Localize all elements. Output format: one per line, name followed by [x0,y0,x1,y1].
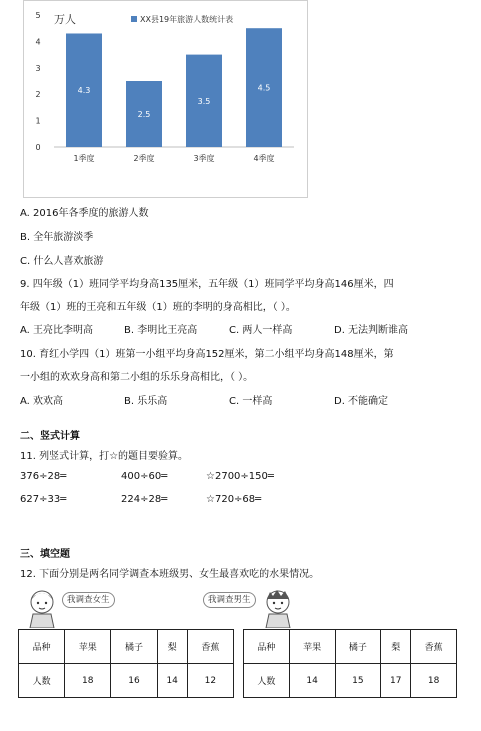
table-cell: 人数 [244,664,290,698]
q8-option-b: B. 全年旅游淡季 [20,232,94,243]
table-cell: 橘子 [335,630,381,664]
section-2-title: 二、竖式计算 [20,431,80,442]
q10-option-c: C. 一样高 [229,396,273,407]
table-row [244,630,457,664]
calc-item: ☆2700÷150═ [206,471,274,482]
calc-item: ☆720÷68═ [206,494,262,505]
table-cell: 香蕉 [187,630,233,664]
calc-item: 627÷33═ [20,494,67,505]
q9-line-2: 年级（1）班的王亮和五年级（1）班的李明的身高相比，（ ）。 [20,302,296,313]
q11-text: 11. 列竖式计算，打☆的题目要验算。 [20,451,189,462]
q10-option-d: D. 不能确定 [334,396,389,407]
y-tick-label: 4 [35,37,41,47]
table-cell: 18 [65,664,111,698]
x-tick-label: 3季度 [193,154,215,163]
chart-ylabel: 万人 [54,13,76,26]
table-cell: 14 [289,664,335,698]
q12-text: 12. 下面分别是两名同学调查本班级男、女生最喜欢吃的水果情况。 [20,569,320,580]
x-tick-label: 2季度 [133,154,155,163]
x-tick-label: 4季度 [253,154,275,163]
chart-title: XX县19年旅游人数统计表 [140,15,234,24]
girl-illustration [22,586,62,628]
bar-data-label: 2.5 [137,110,151,119]
table-row [244,664,457,698]
q10-line-1: 10. 育红小学四（1）班第一小组平均身高152厘米，第二小组平均身高148厘米，第 [20,349,394,360]
q9-line-1: 9. 四年级（1）班同学平均身高135厘米，五年级（1）班同学平均身高146厘米，四 [20,279,394,290]
boy-illustration [258,586,298,628]
calc-item: 400÷60═ [121,471,168,482]
y-tick-label: 2 [35,90,41,100]
boy-speech-bubble: 我调查男生 [203,592,256,608]
bar-chart-svg [24,1,307,197]
table-cell: 14 [157,664,187,698]
y-tick-label: 0 [35,143,41,152]
table-cell: 15 [335,664,381,698]
girl-speech-bubble: 我调查女生 [62,592,115,608]
q9-option-a: A. 王亮比李明高 [20,325,94,336]
table-cell: 17 [381,664,411,698]
q10-line-2: 一小组的欢欢身高和第二小组的乐乐身高相比，（ ）。 [20,372,254,383]
q10-option-b: B. 乐乐高 [124,396,168,407]
table-cell: 香蕉 [411,630,457,664]
table-cell: 18 [411,664,457,698]
q9-option-b: B. 李明比王亮高 [124,325,198,336]
q10-option-a: A. 欢欢高 [20,396,64,407]
bar-chart [23,0,308,198]
table-cell: 梨 [381,630,411,664]
y-tick-label: 1 [35,116,41,126]
girls-fruit-table [18,629,234,698]
section-3-title: 三、填空题 [20,549,70,560]
y-tick-label: 5 [35,11,41,20]
bar-data-label: 4.5 [257,83,271,93]
table-cell: 品种 [244,630,290,664]
x-tick-label: 1季度 [73,154,95,163]
q9-option-c: C. 两人一样高 [229,325,293,336]
table-row [19,630,234,664]
table-cell: 橘子 [111,630,157,664]
table-cell: 苹果 [289,630,335,664]
q8-option-a: A. 2016年各季度的旅游人数 [20,208,149,219]
table-cell: 梨 [157,630,187,664]
calc-item: 224÷28═ [121,494,168,505]
calc-item: 376÷28═ [20,471,67,482]
boys-fruit-table [243,629,457,698]
table-row [19,664,234,698]
bar-data-label: 4.3 [77,86,91,96]
q8-option-c: C. 什么人喜欢旅游 [20,256,104,267]
table-cell: 12 [187,664,233,698]
table-cell: 苹果 [65,630,111,664]
legend-swatch [131,16,137,22]
table-cell: 人数 [19,664,65,698]
bar-data-label: 3.5 [197,96,211,106]
table-cell: 16 [111,664,157,698]
q9-option-d: D. 无法判断谁高 [334,325,409,336]
y-tick-label: 3 [35,63,41,73]
table-cell: 品种 [19,630,65,664]
